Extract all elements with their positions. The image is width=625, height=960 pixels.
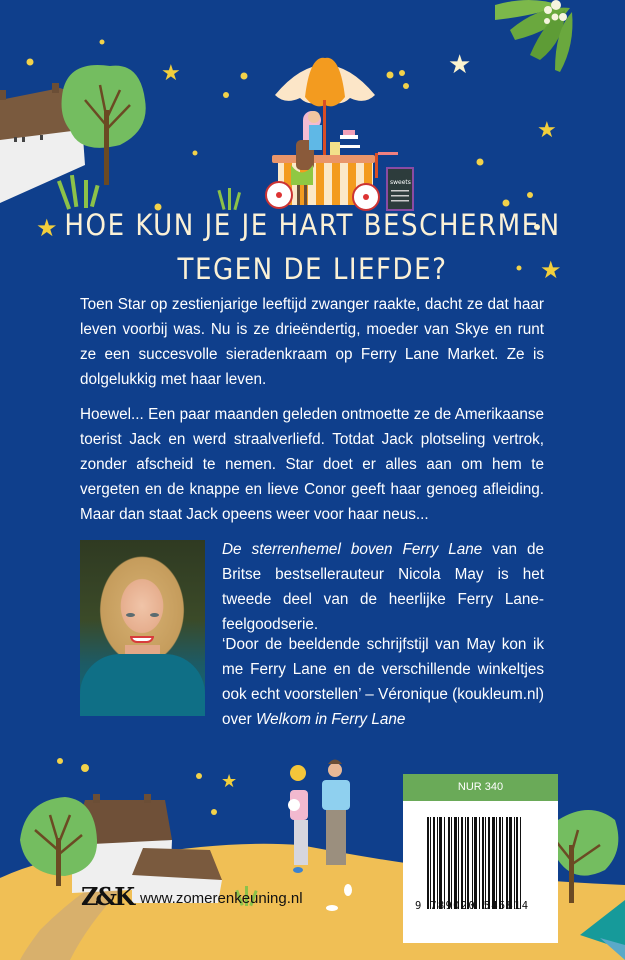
star-icon: ★	[221, 771, 238, 792]
synopsis-paragraph-1: Toen Star op zestienjarige leeftijd zwanger raakte, dacht ze dat haar leven voorbij was. Nu is ze drieëndertig, moeder van Skye en runt ze een succesvolle sieradenkraam op Ferry Lane Market. Ze is dolgelukkig met haar leven.	[80, 296, 544, 388]
leaf-branch-icon	[495, 0, 573, 72]
barcode-block	[403, 774, 558, 943]
nur-label: NUR 340	[403, 774, 558, 801]
book-title: De sterrenhemel boven Ferry Lane	[222, 541, 483, 558]
market-stall-icon	[266, 58, 413, 210]
publisher-logo: Z&K	[81, 882, 133, 911]
author-blurb	[222, 537, 544, 637]
headline-line-1: HOE KUN JE JE HART BESCHERMEN	[64, 208, 561, 242]
isbn-number: 9 789020 545814	[415, 900, 530, 912]
star-icon: ★	[540, 256, 562, 284]
star-icon: ★	[448, 50, 472, 80]
star-icon: ★	[161, 61, 181, 86]
reviewed-book-title: Welkom in Ferry Lane	[256, 711, 406, 728]
headline-line-2: TEGEN DE LIEFDE?	[177, 252, 448, 286]
author-blurb-text: van de Britse bestsellerauteur Nicola May is het tweede deel van de heerlijke Ferry Lane-feelgoodserie.	[222, 541, 544, 633]
svg-text:sweets: sweets	[390, 179, 411, 186]
star-icon: ★	[36, 214, 58, 242]
author-photo	[80, 540, 205, 716]
publisher-url[interactable]: www.zomerenkeuning.nl	[140, 890, 303, 907]
barcode-icon	[427, 817, 539, 909]
synopsis-paragraph-2: Hoewel... Een paar maanden geleden ontmoette ze de Amerikaanse toerist Jack en werd straalverliefd. Totdat Jack plotseling vertrok, zonder afscheid te nemen. Star doet er alles aan om hem te vergeten en de knappe en lieve Conor geeft haar genoeg afleiding. Maar dan staat Jack opeens weer voor haar neus...	[80, 406, 544, 523]
review-quote	[222, 632, 544, 732]
cover-headline	[0, 203, 625, 291]
review-quote-text: ‘Door de beeldende schrijfstijl van May kon ik me Ferry Lane en de verschillende winkeltjes ook echt voorstellen’ – Véronique (koukleum.nl) over	[222, 636, 544, 728]
star-icon: ★	[537, 118, 557, 143]
